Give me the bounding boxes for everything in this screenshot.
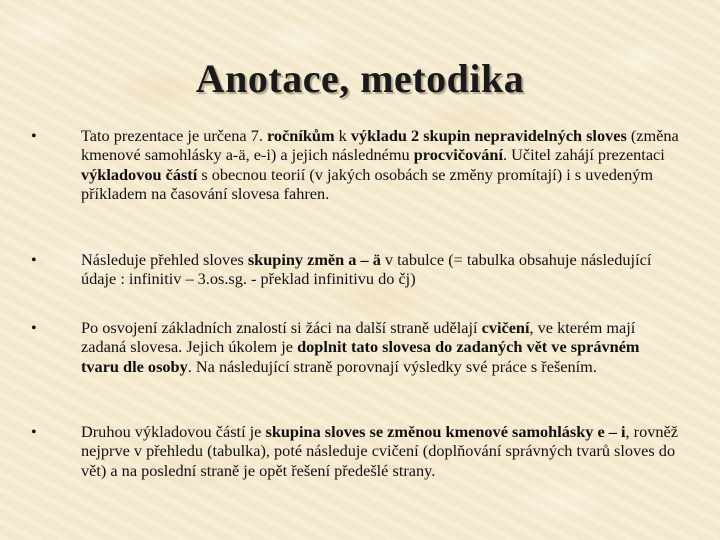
bullet-text (81, 126, 681, 203)
text-run: . Učitel zahájí prezentaci (503, 145, 665, 165)
text-run: Po osvojení základních znalostí si žáci na další straně udělají (81, 318, 482, 337)
slide-title: Anotace, metodika (195, 56, 525, 101)
emphasized-text: skupina sloves se změnou kmenové samohlásky e – i (265, 422, 626, 441)
text-run: , ve kterém mají zadaná slovesa. Jejich úkolem je (81, 318, 636, 357)
text-run: (změna kmenové samohlásky a-ä, e-i) a jejich následnému (81, 126, 679, 165)
emphasized-text: výkladu 2 skupin nepravidelných sloves (350, 126, 627, 145)
emphasized-text: skupiny změn a – ä (247, 250, 381, 269)
text-run: Následuje přehled sloves (81, 250, 248, 269)
text-run: Druhou výkladovou částí je (81, 422, 266, 441)
bullet-text (81, 318, 681, 376)
text-run: k (334, 126, 351, 145)
bullet-text (81, 422, 681, 480)
emphasized-text: procvičování (413, 145, 503, 165)
bullet-icon: • (31, 252, 37, 269)
bullet-text (81, 250, 681, 289)
emphasized-text: ročníkům (266, 126, 335, 145)
text-run: s obecnou teorií (v jakých osobách se změny promítají) i s uvedeným příkladem na časování slovesa fahren. (81, 164, 654, 203)
text-run: , rovněž nejprve v přehledu (tabulka), poté následuje cvičení (doplňování správných tvarů sloves do vět) a na poslední straně je opět řešení předešlé strany. (81, 422, 678, 480)
bullet-icon: • (31, 128, 37, 145)
emphasized-text: doplnit tato slovesa do zadaných vět ve správném tvaru dle osoby (81, 337, 640, 376)
text-run: . Na následující straně porovnají výsledky své práce s řešením. (187, 356, 597, 376)
bullet-icon: • (31, 320, 37, 337)
text-run: Tato prezentace je určena 7. (81, 126, 267, 145)
bullet-icon: • (31, 424, 37, 441)
emphasized-text: cvičení (481, 318, 530, 337)
emphasized-text: výkladovou částí (81, 164, 198, 184)
text-run: v tabulce (= tabulka obsahuje následující údaje : infinitiv – 3.os.sg. - překlad infinitivu do čj) (81, 250, 652, 289)
